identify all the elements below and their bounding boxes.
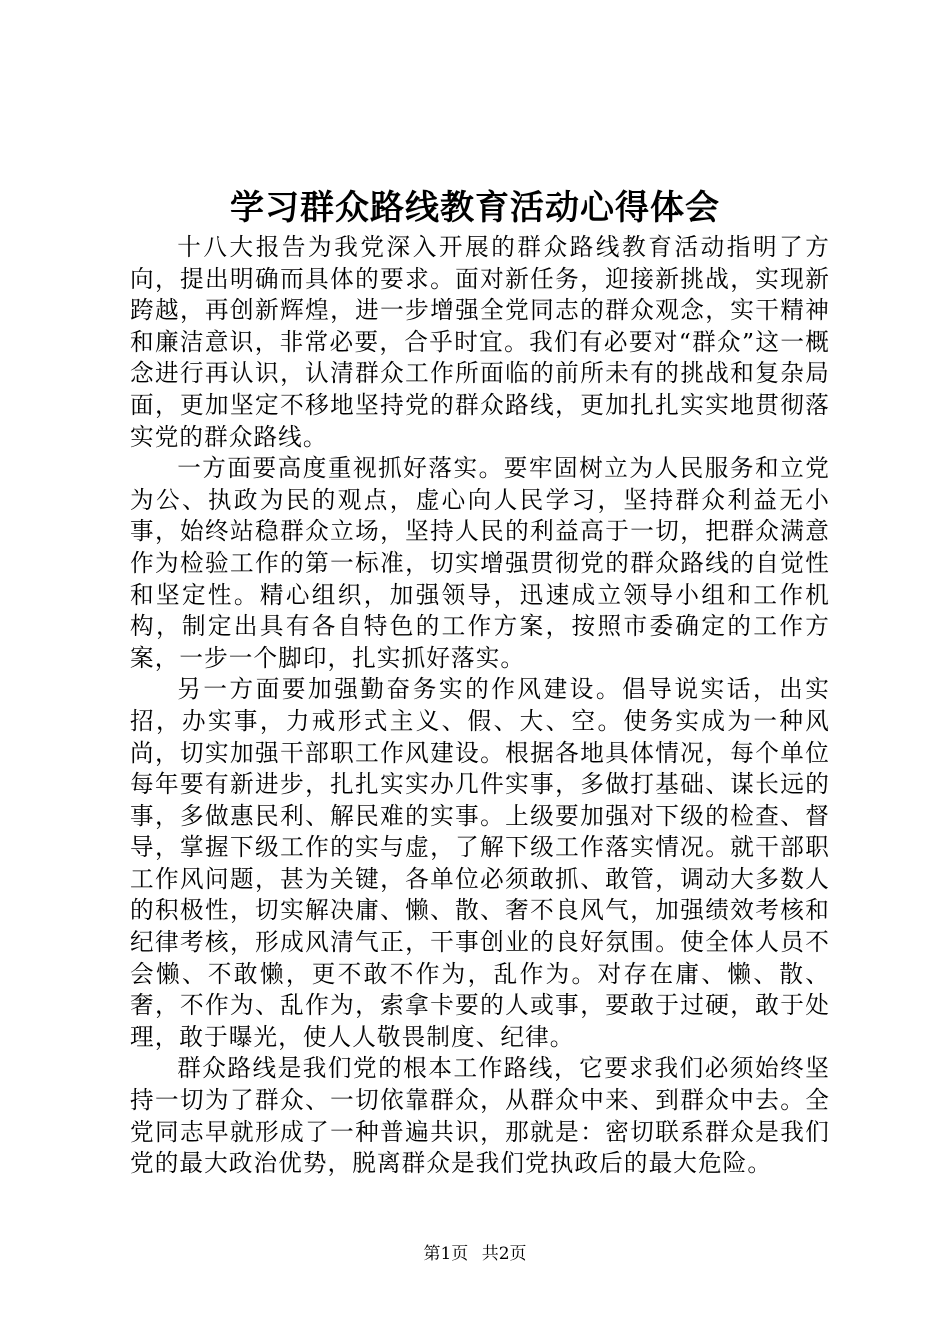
paragraph-4: 群众路线是我们党的根本工作路线，它要求我们必须始终坚持一切为了群众、一切依靠群众，从群众中来、到群众中去。全党同志早就形成了一种普遍共识，那就是：密切联系群众是我们党的最大政治优势，脱离群众是我们党执政后的最大危险。 [130,1054,830,1178]
document-title: 学习群众路线教育活动心得体会 [230,188,720,228]
document-body [130,232,830,1180]
page-number: 第1页 [423,1244,469,1264]
page-footer [0,1242,950,1266]
page-total: 共2页 [481,1244,527,1264]
paragraph-3: 另一方面要加强勤奋务实的作风建设。倡导说实话，出实招，办实事，力戒形式主义、假、大、空。使务实成为一种风尚，切实加强干部职工作风建设。根据各地具体情况，每个单位每年要有新进步，扎扎实实办几件实事，多做打基础、谋长远的事，多做惠民利、解民难的实事。上级要加强对下级的检查、督导，掌握下级工作的实与虚，了解下级工作落实情况。就干部职工作风问题，甚为关键，各单位必须敢抓、敢管，调动大多数人的积极性，切实解决庸、懒、散、奢不良风气，加强绩效考核和纪律考核，形成风清气正，干事创业的良好氛围。使全体人员不会懒、不敢懒，更不敢不作为，乱作为。对存在庸、懒、散、奢，不作为、乱作为，索拿卡要的人或事，要敢于过硬，敢于处理，敢于曝光，使人人敬畏制度、纪律。 [130,675,830,1051]
paragraph-2: 一方面要高度重视抓好落实。要牢固树立为人民服务和立党为公、执政为民的观点，虚心向人民学习，坚持群众利益无小事，始终站稳群众立场，坚持人民的利益高于一切，把群众满意作为检验工作的第一标准，切实增强贯彻党的群众路线的自觉性和坚定性。精心组织，加强领导，迅速成立领导小组和工作机构，制定出具有各自特色的工作方案，按照市委确定的工作方案，一步一个脚印，扎实抓好落实。 [130,454,830,672]
paragraph-1: 十八大报告为我党深入开展的群众路线教育活动指明了方向，提出明确而具体的要求。面对新任务，迎接新挑战，实现新跨越，再创新辉煌，进一步增强全党同志的群众观念，实干精神和廉洁意识，非常必要，合乎时宜。我们有必要对“群众”这一概念进行再认识，认清群众工作所面临的前所未有的挑战和复杂局面，更加坚定不移地坚持党的群众路线，更加扎扎实实地贯彻落实党的群众路线。 [130,233,830,451]
